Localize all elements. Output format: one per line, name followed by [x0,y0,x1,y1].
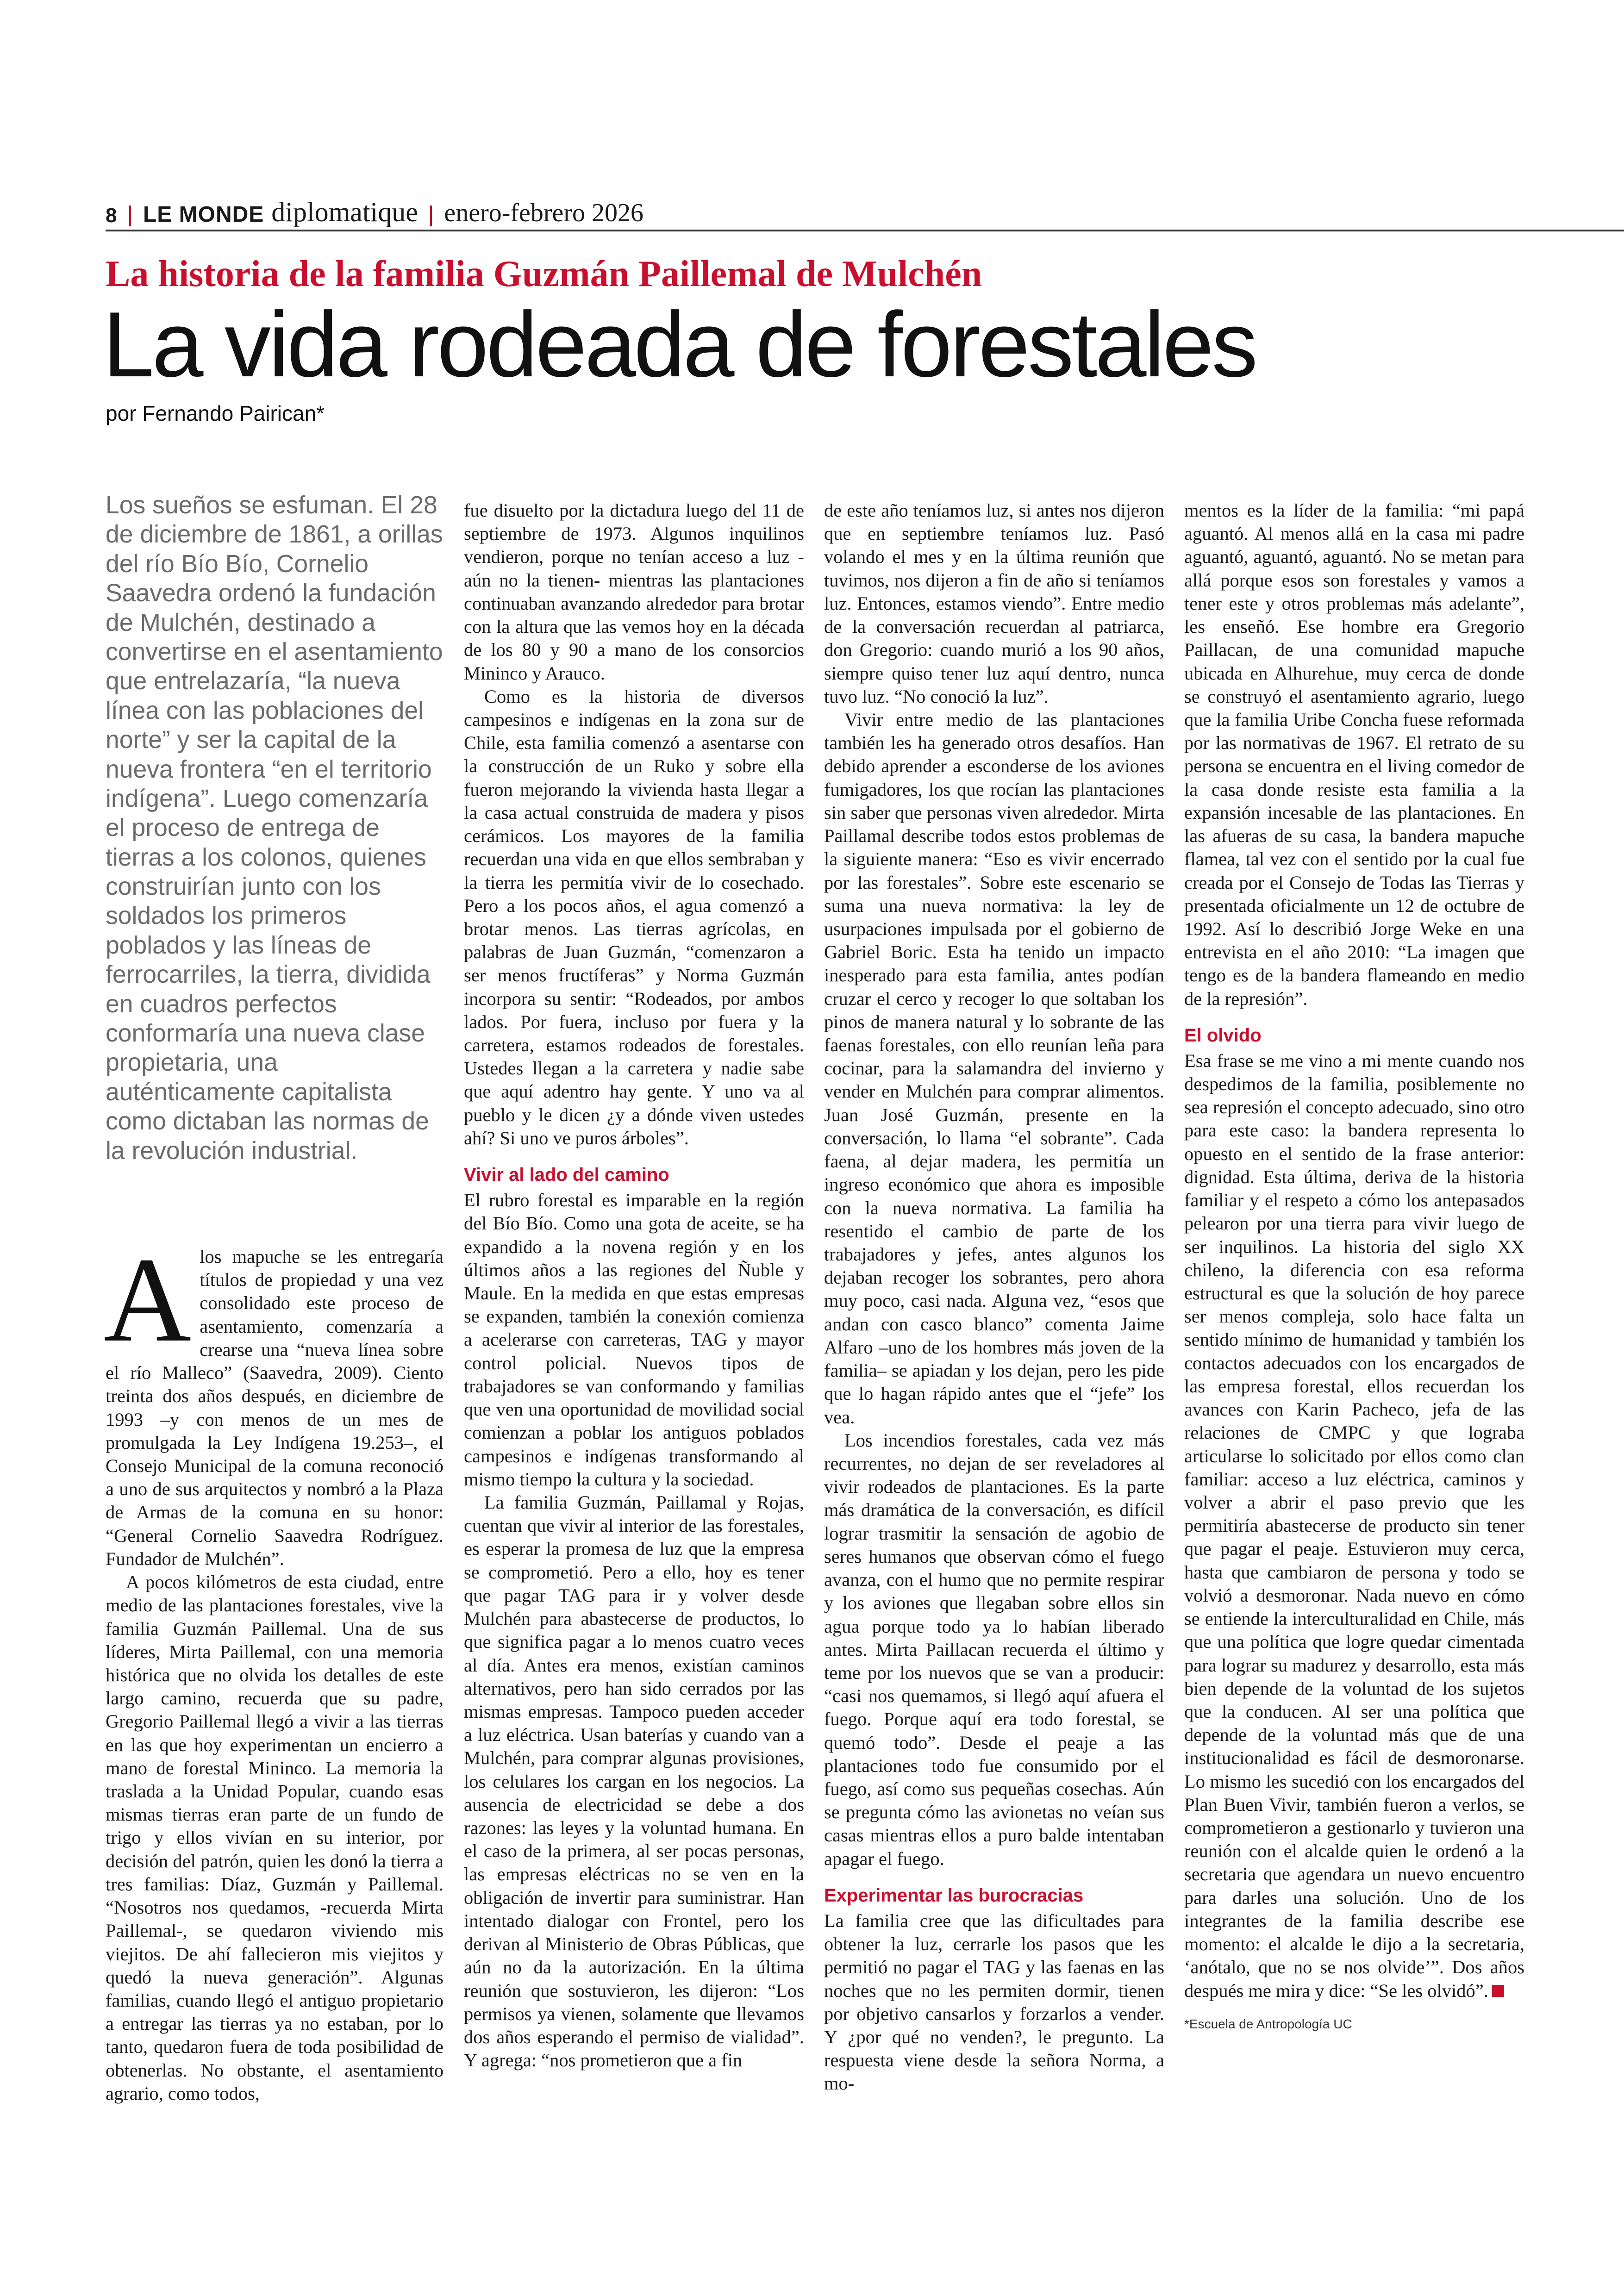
paragraph: A pocos kilómetros de esta ciudad, entre medio de las plantaciones forestales, vive la familia Guzmán Paillemal. Una de sus líderes, Mirta Paillemal, con una memoria histórica que no olvida los detalles de este largo camino, recuerda que su padre, Gregorio Paillemal llegó a vivir a las tierras en las que hoy experimentan un encierro a mano de forestal Mininco. La memoria la traslada a la Unidad Popular, cuando esas mismas tierras eran parte de un fundo de trigo y ellos vivían en su interior, por decisión del patrón, quien les donó la tierra a tres familias: Díaz, Guzmán y Paillemal. “Nosotros nos quedamos, -recuerda Mirta Paillemal-, se quedaron viviendo mis viejitos. De ahí fallecieron mis viejitos y quedó la nueva generación”. Algunas familias, cuando llegó el antiguo propietario a entregar las tierras ya no estaban, por lo tanto, quedaron fuera de toda posibilidad de obtenerlas. No obstante, el asentamiento agrario, como todos, [106,1572,443,2104]
paragraph: Alos mapuche se les entregaría títulos de propiedad y una vez consolidado este proceso de asentamiento, comenzaría a crearse una “nueva línea sobre el río Malleco” (Saavedra, 2009). Ciento treinta dos años después, en diciembre de 1993 –y con menos de un mes de promulgada la Ley Indígena 19.253–, el Consejo Municipal de la comuna reconoció a uno de sus arquitectos y nombró a la Plaza de Armas de la comuna en su honor: “General Cornelio Saavedra Rodríguez. Fundador de Mulchén”. [104,1233,443,1569]
brand-name: LE MONDE [143,202,264,227]
issue-date: enero-febrero 2026 [444,199,644,227]
author-footnote: *Escuela de Antropología UC [1184,2016,1352,2031]
column-1 [104,1233,443,2105]
header-rule [106,230,1624,231]
subheading: El olvido [1184,1025,1262,1046]
paragraph: Los incendios forestales, cada vez más recurrentes, no dejan de ser reveladores al vivir rodeados de plantaciones. Es la parte más dramática de la conversación, es difícil lograr trasmitir la sensación de agobio de seres humanos que observan cómo el fuego avanza, con el humo que no permite respirar y los aviones que llegaban sobre ellos sin agua porque todo ya lo habían liberado antes. Mirta Paillacan recuerda el último y teme por los nuevos que se van a producir: “casi nos quemamos, si llegó aquí afuera el fuego. Porque aquí era todo forestal, se quemó todo”. Desde el peaje a las plantaciones todo fue consumido por el fuego, así como sus pequeñas cosechas. Aún se pregunta cómo las avionetas no veían sus casas mientras ellos a puro balde intentaban apagar el fuego. [824,1429,1164,1869]
subheading: Vivir al lado del camino [464,1165,669,1185]
header-separator: | [127,202,133,227]
paragraph: Vivir entre medio de las plantaciones también les ha generado otros desafíos. Han debido aprender a esconderse de los aviones fumigadores, los que rocían las plantaciones sin saber que personas viven alrededor. Mirta Paillamal describe todos estos problemas de la siguiente manera: “Eso es vivir encerrado por las forestales”. Sobre este escenario se suma una nueva normativa: la ley de usurpaciones impulsada por el gobierno de Gabriel Boric. Esta ha tenido un impacto inesperado para esta familia, antes podían cruzar el cerco y recoger lo que soltaban los pinos de manera natural y lo sobrante de las faenas forestales, con ello reunían leña para cocinar, para la salamandra del invierno y vender en Mulchén para comprar alimentos. Juan José Guzmán, presente en la conversación, lo llama “el sobrante”. Cada faena, al dejar madera, les permitía un ingreso económico que ahora es imposible con la nueva normativa. La familia ha resentido el cambio de parte de los trabajadores y jefes, antes algunos los dejaban recoger los sobrantes, pero ahora muy poco, casi nada. Alguna vez, “esos que andan con casco blanco” comenta Jaime Alfaro –uno de los hombres más joven de la familia– se apiadan y los dejan, pero les pide que lo hagan rápido antes que el “jefe” los vea. [824,709,1164,1428]
column-3 [824,499,1164,2095]
column-2 [464,499,804,2072]
paragraph: La familia cree que las dificultades para obtener la luz, cerrarle los pasos que les permitió no pagar el TAG y las faenas en las noches que no les permiten dormir, tienen por objetivo cansarlos y forzarlos a vender. Y ¿por qué no venden?, le pregunto. La respuesta viene desde la señora Norma, a mo- [824,1910,1164,2094]
article-byline: por Fernando Pairican* [106,401,325,425]
column-4 [1184,499,1524,2033]
paragraph: mentos es la líder de la familia: “mi papá aguantó. Al menos allá en la casa mi padre aguantó, aguantó, aguantó. No se metan para allá porque esos son forestales y vamos a tener este y otros problemas más adelante”, les enseñó. Ese hombre era Gregorio Paillacan, de una comunidad mapuche ubicada en Alhurehue, muy cerca de donde se construyó el asentamiento agrario, luego que la familia Uribe Concha fuese reformada por las normativas de 1967. El retrato de su persona se encuentra en el living comedor de la casa donde resiste esta familia a la expansión incesable de las plantaciones. En las afueras de su casa, la bandera mapuche flamea, tal vez con el sentido por la cual fue creada por el Consejo de Todas las Tierras y presentada oficialmente un 12 de octubre de 1992. Así lo describió Jorge Weke en una entrevista en el año 2010: “La imagen que tengo es de la bandera flameando en medio de la represión”. [1184,500,1524,1009]
paragraph: Esa frase se me vino a mi mente cuando nos despedimos de la familia, posiblemente no sea represión el concepto adecuado, sino otro para este caso: la bandera representa lo opuesto en el sentido de la frase anterior: dignidad. Esta última, deriva de la historia familiar y el respeto a cómo los antepasados pelearon por una tierra para vivir luego de ser inquilinos. La historia del siglo XX chileno, la diferencia con esa reforma estructural es que la solución de hoy parece ser menos compleja, solo hace falta un sentido mínimo de humanidad y también los contactos adecuados con los encargados de las empresa forestal, ellos recuerdan los avances con Karin Pacheco, jefa de las relaciones de CMPC y que lograba articularse lo solicitado por ellos como clan familiar: acceso a luz eléctrica, caminos y volver a abrir el paso previo que les permitiría abastecerse de producto sin tener que pagar el peaje. Estuvieron muy cerca, hasta que cambiaron de persona y todo se volvió a desmoronar. Nada nuevo en cómo se entiende la interculturalidad en Chile, más que una política que logre quedar cimentada para lograr su madurez y desarrollo, esta más bien depende de la voluntad de los sujetos que la conducen. Al ser una política que depende de la voluntad más que de una institucionalidad es fácil de desmoronarse. Lo mismo les sucedió con los encargados del Plan Buen Vivir, también fueron a verlos, se comprometieron a gestionarlo y tuvieron una reunión con el alcalde quien le ordenó a la secretaria que agendara un nuevo encuentro para darles una solución. Uno de los integrantes de la familia describe ese momento: el alcalde le dijo a la secretaria, ‘anótalo, que no se nos olvide’”. Dos años después me mira y dice: “Se les olvidó”. [1184,1050,1524,2001]
end-mark [1492,1985,1504,1997]
subheading: Experimentar las burocracias [824,1885,1084,1906]
page-header [106,189,1624,226]
paragraph: El rubro forestal es imparable en la región del Bío Bío. Como una gota de aceite, se ha expandido a la novena región y en los últimos años a las regiones del Ñuble y Maule. En la medida en que estas empresas se expanden, también la conexión comienza a acelerarse con carreteras, TAG y mayor control policial. Nuevos tipos de trabajadores se van conformando y familias que ven una oportunidad de movilidad social comienzan a poblar los antiguos poblados campesinos e indígenas transformando al mismo tiempo la cultura y la sociedad. [464,1190,804,1490]
article-lead: Los sueños se esfuman. El 28 de diciembre de 1861, a orillas del río Bío Bío, Cornelio Saavedra ordenó la fundación de Mulchén, destinado a convertirse en el asentamiento que entrelazaría, “la nueva línea con las poblaciones del norte” y ser la capital de la nueva frontera “en el territorio indígena”. Luego comenzaría el proceso de entrega de tierras a los colonos, quienes construirían junto con los soldados los primeros poblados y las líneas de ferrocarriles, la tierra, dividida en cuadros perfectos conformaría una nueva clase propietaria, una auténticamente capitalista como dictaban las normas de la revolución industrial. [106,492,443,1165]
drop-cap: A [104,1233,192,1367]
brand-subname: diplomatique [271,197,418,227]
article-kicker: La historia de la familia Guzmán Paillemal de Mulchén [106,254,982,294]
paragraph: Como es la historia de diversos campesinos e indígenas en la zona sur de Chile, esta familia comenzó a asentarse con la construcción de un Ruko y sobre ella fueron mejorando la vivienda hasta llegar a la casa actual construida de madera y pisos cerámicos. Los mayores de la familia recuerdan una vida en que ellos sembraban y la tierra les permitía vivir de lo cosechado. Pero a los pocos años, el agua comenzó a brotar menos. Las tierras agrícolas, en palabras de Juan Guzmán, “comenzaron a ser menos fructíferas” y Norma Guzmán incorpora su sentir: “Rodeados, por ambos lados. Por fuera, incluso por fuera y la carretera, estamos rodeados de forestales. Ustedes llegan a la carretera y nadie sabe que aquí adentro hay gente. Y uno va al pueblo y le dicen ¿y a dónde viven ustedes ahí? Si uno ve puros árboles”. [464,686,804,1148]
header-separator-2: | [428,202,434,227]
paragraph: La familia Guzmán, Paillamal y Rojas, cuentan que vivir al interior de las forestales, es esperar la promesa de luz que la empresa se comprometió. Pero a ello, hoy es tener que pagar TAG para ir y volver desde Mulchén para abastecerse de productos, lo que significa pagar a lo menos cuatro veces al día. Antes era menos, existían caminos alternativos, pero han sido cerrados por las mismas empresas. Tampoco pueden acceder a luz eléctrica. Usan baterías y cuando van a Mulchén, para comprar algunas provisiones, los celulares los cargan en los negocios. La ausencia de electricidad se debe a dos razones: las leyes y la voluntad humana. En el caso de la primera, al ser pocas personas, las empresas eléctricas no se ven en la obligación de invertir para suministrar. Han intentado dialogar con Frontel, pero los derivan al Ministerio de Obras Públicas, que aún no da la autorización. En la última reunión que sostuvieron, les dijeron: “Los permisos ya vienen, solamente que llevamos dos años esperando el permiso de vialidad”. Y agrega: “nos prometieron que a fin [464,1491,804,2071]
paragraph: fue disuelto por la dictadura luego del 11 de septiembre de 1973. Algunos inquilinos vendieron, porque no tenían acceso a luz -aún no la tienen- mientras las plantaciones continuaban avanzando alrededor para brotar con la altura que las vemos hoy en la década de los 80 y 90 a mano de los consorcios Mininco y Arauco. [464,500,804,684]
page-number: 8 [106,204,117,227]
paragraph: de este año teníamos luz, si antes nos dijeron que en septiembre teníamos luz. Pasó volando el mes y en la última reunión que tuvimos, nos dijeron a fin de año si teníamos luz. Entonces, estamos viendo”. Entre medio de la conversación recuerdan al patriarca, don Gregorio: cuando murió a los 90 años, siempre quiso tener luz aquí dentro, nunca tuvo luz. “No conoció la luz”. [824,500,1164,707]
article-title: La vida rodeada de forestales [103,293,1256,396]
